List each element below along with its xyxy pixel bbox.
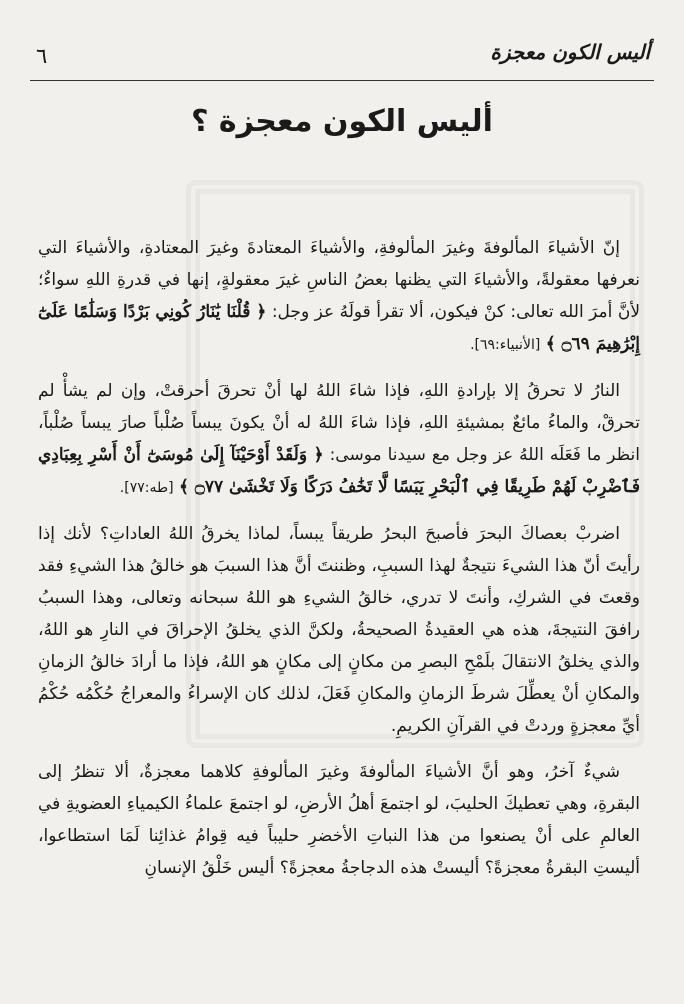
page-header: [30, 34, 654, 81]
quran-verse: ﴿ وَلَقَدْ أَوْحَيْنَآ إِلَىٰ مُوسَىٰٓ أَنْ أَسْرِ بِعِبَادِي فَٱضْرِبْ لَهُمْ طَرِيقًا فِي ٱلْبَحْرِ يَبَسًا لَّا تَخَٰفُ دَرَكًا وَلَا تَخْشَىٰ ۝٧٧ ﴾: [38, 445, 640, 497]
paragraph-text: اضربْ بعصاكَ البحرَ فأصبحَ البحرُ طريقاً يبساً، لماذا يخرقُ اللهُ العاداتِ؟ لأنك إذا رأيتَ أنّ هذا الشيءَ نتيجةٌ لهذا السببِ، وظننتَ أنَّ هذا السببَ هو خالقُ هذا الشيءِ فقد وقعتَ في الشركِ، وأنتَ لا تدري، خالقُ الشيءِ هو اللهُ سبحانه وتعالى، وهذا السببُ رافقَ النتيجةَ، هذه هي العقيدةُ الصحيحةُ، ولكنَّ الذي يخلقُ الإحراقَ في النارِ هو اللهُ، والذي يخلقُ الانتقالَ بلَمْحِ البصرِ من مكانٍ إلى مكانٍ هو اللهُ، فإذا ما أرادَ خالقُ الزمانِ والمكانِ أنْ يعطِّلَ شرطَ الزمانِ والمكانِ فَعَلَ، لذلك كان الإسراءُ والمعراجُ حُكْمُه حُكْمُ أيِّ معجزةٍ وردتْ في القرآنِ الكريمِ.: [38, 524, 640, 736]
paragraph-text: إنّ الأشياءَ المألوفةَ وغيرَ المألوفةِ، والأشياءَ المعتادةَ وغيرَ المعتادةِ، والأشياءَ التي نعرفها معقولةً، والأشياءَ التي يظنها بعضُ الناسِ غيرَ معقولةٍ، إنها في قدرةِ اللهِ سواءٌ؛ لأنَّ أمرَ الله تعالى: كنْ فيكون، ألا تقرأ قولَهُ عز وجل:: [38, 238, 641, 322]
verse-reference: [الأنبياء:٦٩].: [470, 337, 541, 353]
paragraph-2: [38, 375, 640, 504]
paragraph-4: [38, 756, 640, 884]
running-title: أليس الكون معجزة: [490, 40, 650, 64]
verse-reference: [طه:٧٧].: [119, 480, 174, 496]
paragraph-text: شيءٌ آخرُ، وهو أنَّ الأشياءَ المألوفةَ وغيرَ المألوفةِ كلاهما معجزةٌ، ألا تنظرُ إلى البقرةِ، وهي تعطيكَ الحليبَ، لو اجتمعَ أهلُ الأرضِ، لو اجتمعَ علماءُ الكيمياءِ العضويةِ في العالمِ على أنْ يصنعوا من هذا النباتِ الأخضرِ حليباً فيه قِوامُ غذائِنا لَمَا استطاعوا، أليستِ البقرةُ معجزةً؟ أليستْ هذه الدجاجةُ معجزةً؟ أليس خَلْقُ الإنسانِ: [38, 762, 640, 878]
chapter-title: أليس الكون معجزة ؟: [191, 104, 493, 139]
paragraph-1: [38, 232, 640, 361]
page-number: ٦: [36, 44, 48, 68]
body-text: [38, 232, 640, 898]
paragraph-text: النارُ لا تحرقُ إلا بإرادةِ اللهِ، فإذا شاءَ اللهُ لها أنْ تحرقَ أحرقتْ، وإن لم يشأْ لم تحرقْ، والماءُ مائعٌ بمشيئةِ اللهِ، فإذا شاءَ اللهُ له أنْ يكونَ يبساً صُلْباً صارَ يبساً صُلْباً، انظر ما فَعَلَه اللهُ عز وجل مع سيدنا موسى:: [38, 381, 640, 465]
quran-verse: ﴿ قُلْنَا يَٰنَارُ كُونِي بَرْدًا وَسَلَٰمًا عَلَىٰٓ إِبْرَٰهِيمَ ۝٦٩ ﴾: [38, 302, 640, 354]
paragraph-3: [38, 518, 640, 742]
